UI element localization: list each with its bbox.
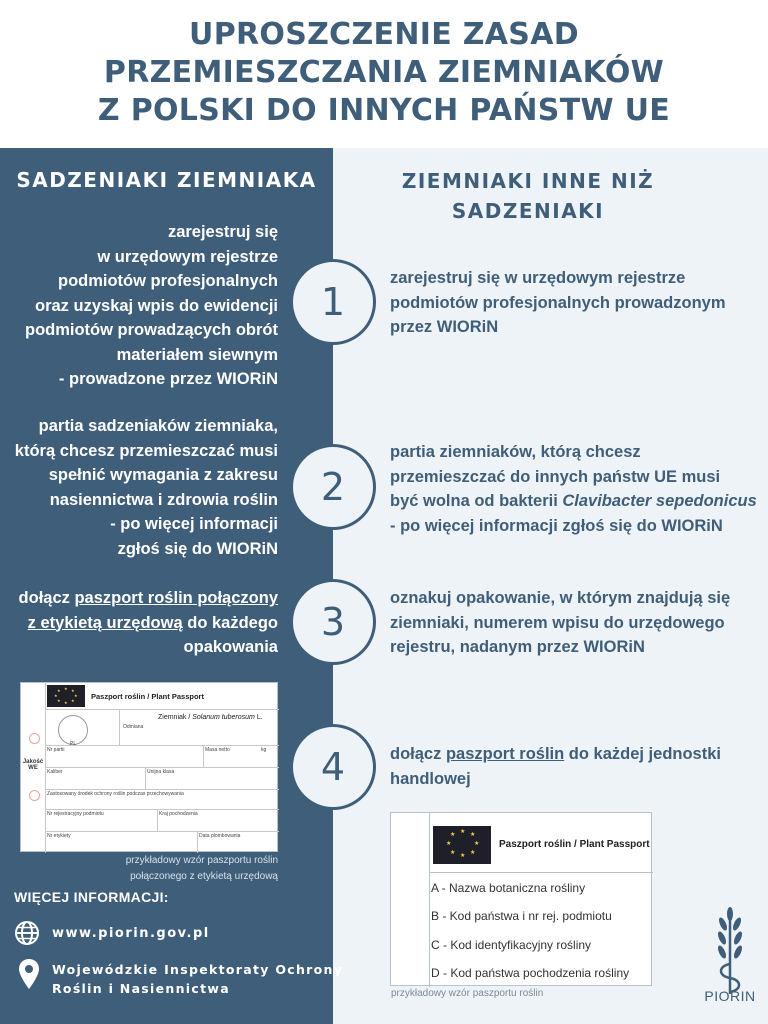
text-line: ziemniaki, numerem wpisu do urzędowego: [390, 613, 725, 632]
text-line: zgłoś się do WIORiN: [117, 539, 278, 558]
text-line: partia sadzeniaków ziemniaka,: [38, 417, 278, 435]
divider: [45, 709, 279, 710]
punch-hole-icon: [29, 790, 40, 801]
label-number: Nr etykiety: [47, 833, 71, 839]
class-label: Unijna klasa: [147, 769, 175, 775]
divider: [45, 831, 279, 832]
passport-field-d: D - Kod państwa pochodzenia rośliny: [431, 966, 630, 980]
title-line-2: PRZEMIESZCZANIA ZIEMNIAKÓW: [103, 55, 665, 90]
institution-name: [52, 960, 343, 998]
title-line-1: UPROSZCZENIE ZASAD: [189, 17, 579, 52]
website-link[interactable]: www.piorin.gov.pl: [52, 926, 210, 941]
caliber-label: Kaliber: [47, 769, 63, 775]
right-heading-line-1: ZIEMNIAKI INNE NIŻ: [401, 169, 655, 193]
step-1-right-text: [390, 266, 726, 340]
divider: [157, 809, 158, 831]
text-line: zarejestruj się: [167, 223, 278, 241]
passport-field-a: A - Nazwa botaniczna rośliny: [431, 881, 586, 895]
text-line: - prowadzone przez WIORiN: [58, 370, 278, 388]
plant-passport-sample: [390, 812, 652, 986]
label-link[interactable]: z etykietą urzędową: [27, 613, 183, 632]
text-segment: do każdej jednostki: [564, 745, 721, 763]
text-line: materiałem siewnym: [116, 345, 278, 364]
step-2-number: 2: [290, 444, 376, 530]
bacteria-name: Clavibacter sepedonicus: [562, 492, 757, 510]
passport-field-c: C - Kod identyfikacyjny rośliny: [431, 938, 592, 952]
text-line: - po więcej informacji: [110, 515, 278, 533]
text-segment: Solanum tuberosum: [192, 714, 255, 721]
divider: [145, 767, 146, 789]
passport-link[interactable]: paszport roślin połączony: [74, 589, 278, 607]
divider: [203, 745, 204, 767]
text-line: podmiotów profesjonalnych: [57, 272, 278, 290]
text-line: opakowania: [183, 638, 278, 656]
globe-icon: [14, 920, 40, 946]
passport-field-b: B - Kod państwa i nr rej. podmiotu: [431, 909, 612, 923]
text-line: [19, 611, 278, 636]
page-title: [0, 16, 768, 130]
seal-date-label: Data plombowania: [199, 833, 241, 839]
text-line: którą chcesz przemieszczać musi: [14, 441, 278, 460]
text-line: spełnić wymagania z zakresu: [48, 466, 278, 484]
passport-title: Paszport roślin / Plant Passport: [499, 839, 650, 850]
text-line: podmiotów profesjonalnych prowadzonym: [390, 293, 726, 312]
institution-line: Wojewódzkie Inspektoraty Ochrony: [52, 962, 344, 977]
weight-unit: kg: [261, 747, 267, 753]
step-3-left-text: [19, 586, 278, 660]
passport-link[interactable]: paszport roślin: [445, 745, 565, 763]
divider: [45, 789, 279, 790]
text-line: [19, 586, 278, 611]
passport-caption: przykładowy wzór paszportu roślin: [391, 988, 544, 999]
location-pin-icon: [18, 958, 40, 990]
combined-passport-sample: [20, 682, 278, 852]
institution-line: Roślin i Nasiennictwa: [52, 981, 230, 996]
text-segment: do każdego: [182, 613, 278, 632]
text-line: przemieszczać do innych państw UE musi: [390, 467, 721, 486]
text-segment: dołącz: [390, 745, 446, 763]
logo-text: PIORIN: [704, 988, 756, 1004]
text-line: [390, 489, 757, 514]
right-column-heading: [368, 166, 688, 226]
species-name: [158, 714, 263, 721]
step-4-right-text: [390, 742, 721, 791]
step-3-right-text: [390, 586, 730, 660]
weight-label: Masa netto: [205, 747, 230, 753]
text-line: nasiennictwa i zdrowia roślin: [49, 490, 278, 509]
divider: [119, 709, 120, 745]
text-line: podmiotów prowadzących obrót: [24, 321, 278, 339]
caption-line: przykładowy wzór paszportu roślin: [125, 855, 278, 866]
divider: [45, 767, 279, 768]
text-line: zarejestruj się w urzędowym rejestrze: [390, 269, 686, 287]
eu-flag-icon: ★ ★ ★ ★ ★ ★ ★ ★: [433, 826, 491, 864]
text-line: - po więcej informacji zgłoś się do WIORiN: [390, 516, 723, 535]
title-line-3: Z POLSKI DO INNYCH PAŃSTW UE: [97, 93, 671, 128]
divider: [429, 873, 430, 987]
seal-label: PL: [70, 741, 77, 747]
more-info-title: WIĘCEJ INFORMACJI:: [14, 889, 169, 905]
eu-flag-icon: ★ ★ ★ ★ ★ ★ ★ ★: [47, 685, 85, 707]
step-3-number: 3: [290, 579, 376, 665]
step-2-left-text: [15, 414, 278, 561]
text-line: [390, 742, 721, 767]
passport-title: Paszport roślin / Plant Passport: [91, 692, 204, 701]
text-line: oznakuj opakowanie, w którym znajdują się: [390, 589, 731, 607]
text-segment: dołącz: [18, 589, 75, 607]
text-segment: L.: [254, 714, 263, 721]
text-line: rejestru, nadanym przez WIORiN: [390, 638, 645, 656]
variety-label: Odmiana: [123, 724, 144, 730]
text-line: w urzędowym rejestrze: [97, 247, 278, 266]
right-heading-line-2: SADZENIAKI: [451, 199, 605, 223]
divider: [45, 809, 279, 810]
text-line: handlowej: [390, 769, 471, 788]
passport-caption: [90, 853, 278, 885]
divider: [197, 831, 198, 853]
quality-label: Jakość WE: [22, 759, 44, 771]
text-line: przez WIORiN: [390, 318, 499, 336]
text-segment: być wolna od bakterii: [390, 492, 563, 510]
text-line: partia ziemniaków, którą chcesz: [390, 443, 641, 461]
divider: [45, 745, 279, 746]
lot-label: Nr partii: [47, 747, 65, 753]
origin-label: Kraj pochodzenia: [159, 811, 198, 817]
text-line: oraz uzyskaj wpis do ewidencji: [35, 296, 278, 315]
left-column-heading: SADZENIAKI ZIEMNIAKA: [16, 168, 317, 192]
step-2-right-text: [390, 440, 757, 538]
step-1-left-text: [25, 220, 278, 392]
protection-label: Zastosowany środek ochrony roślin podczas przechowywania: [47, 791, 184, 797]
step-1-number: 1: [290, 259, 376, 345]
divider: [45, 683, 46, 853]
step-4-number: 4: [290, 724, 376, 810]
punch-hole-icon: [29, 733, 40, 744]
text-segment: Ziemniak /: [158, 714, 193, 721]
registration-label: Nr rejestracyjny podmiotu: [47, 811, 104, 817]
caption-line: połączonego z etykietą urzędową: [130, 871, 278, 882]
